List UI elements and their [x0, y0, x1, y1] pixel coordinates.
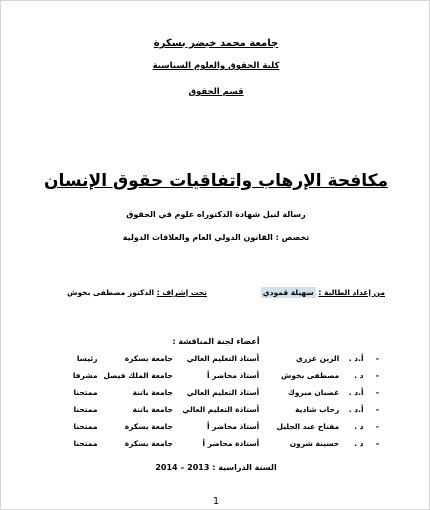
supervision — [67, 288, 207, 297]
university-name: جامعة محمد خيضر بسكرة — [153, 38, 279, 49]
committee-row — [59, 418, 381, 435]
academic-year: السنة الدراسية : 2013 – 2014 — [155, 463, 277, 472]
member-degree: أ.د . — [348, 388, 364, 397]
member-institution: جامعة الملك فيصل — [103, 371, 173, 380]
member-rank: أستاذ التعليم العالي — [186, 354, 260, 363]
member-institution: جامعة بسكرة — [124, 439, 173, 448]
member-institution: جامعة باتنة — [132, 405, 173, 414]
page-number: 1 — [212, 496, 220, 507]
committee-row — [59, 384, 381, 401]
member-role: ممتحنا — [73, 405, 98, 414]
committee-row — [59, 435, 381, 452]
prepared-by — [261, 288, 385, 297]
member-role: رئيسا — [76, 354, 98, 363]
committee-table — [59, 350, 381, 452]
member-institution: جامعة باتنة — [132, 388, 173, 397]
department-name: قسم الحقوق — [188, 87, 244, 97]
supervision-label: تحت إشراف : — [156, 288, 207, 297]
member-degree: د . — [354, 439, 364, 448]
member-rank: أستاذ التعليم العالي — [186, 388, 260, 397]
student-name: سهيلة قمودي — [262, 288, 314, 297]
faculty-name: كلية الحقوق والعلوم السياسية — [152, 61, 280, 71]
row-dash: - — [375, 388, 379, 397]
member-name: رحاب شادية — [295, 405, 340, 414]
member-rank: أستاذ محاضر أ — [206, 422, 260, 431]
member-role: ممتحنا — [73, 388, 98, 397]
thesis-title: مكافحة الإرهاب واتفاقيات حقوق الإنسان — [43, 171, 389, 191]
row-dash: - — [375, 439, 379, 448]
member-role: ممتحنا — [73, 422, 98, 431]
member-degree: د . — [354, 422, 364, 431]
member-name: الزين عزري — [295, 354, 340, 363]
prepared-by-label: من إعداد الطالبة : — [318, 288, 385, 297]
committee-row — [59, 367, 381, 384]
member-degree: أ.د . — [348, 405, 364, 414]
member-institution: جامعة بسكرة — [124, 354, 173, 363]
member-role: ممتحنا — [73, 439, 98, 448]
row-dash: - — [375, 422, 379, 431]
committee-title: أعضاء لجنة المناقشة : — [172, 337, 260, 346]
member-institution: جامعة بسكرة — [124, 422, 173, 431]
member-degree: أ.د . — [348, 354, 364, 363]
row-dash: - — [375, 354, 379, 363]
supervisor-name: الدكتور مصطفى بخوش — [67, 288, 155, 297]
member-name: حسينة شرون — [289, 439, 340, 448]
member-rank: أستاذة التعليم العالي — [182, 405, 260, 414]
committee-row — [59, 401, 381, 418]
row-dash: - — [375, 405, 379, 414]
thesis-degree-line: رسالة لنيل شهادة الدكتوراه علوم في الحقوق — [126, 210, 306, 219]
member-role: مشرفا — [72, 371, 98, 380]
member-rank: أستاذ محاضر أ — [206, 371, 260, 380]
member-degree: د . — [354, 371, 364, 380]
specialization-line: تخصص : القانون الدولي العام والعلاقات الدولية — [122, 233, 310, 242]
row-dash: - — [375, 371, 379, 380]
member-name: غضبان مبروك — [287, 388, 340, 397]
member-name: مفتاح عبد الجليل — [276, 422, 340, 431]
committee-row — [59, 350, 381, 367]
member-rank: أستاذة محاضر أ — [202, 439, 260, 448]
member-name: مصطفى بخوش — [280, 371, 340, 380]
